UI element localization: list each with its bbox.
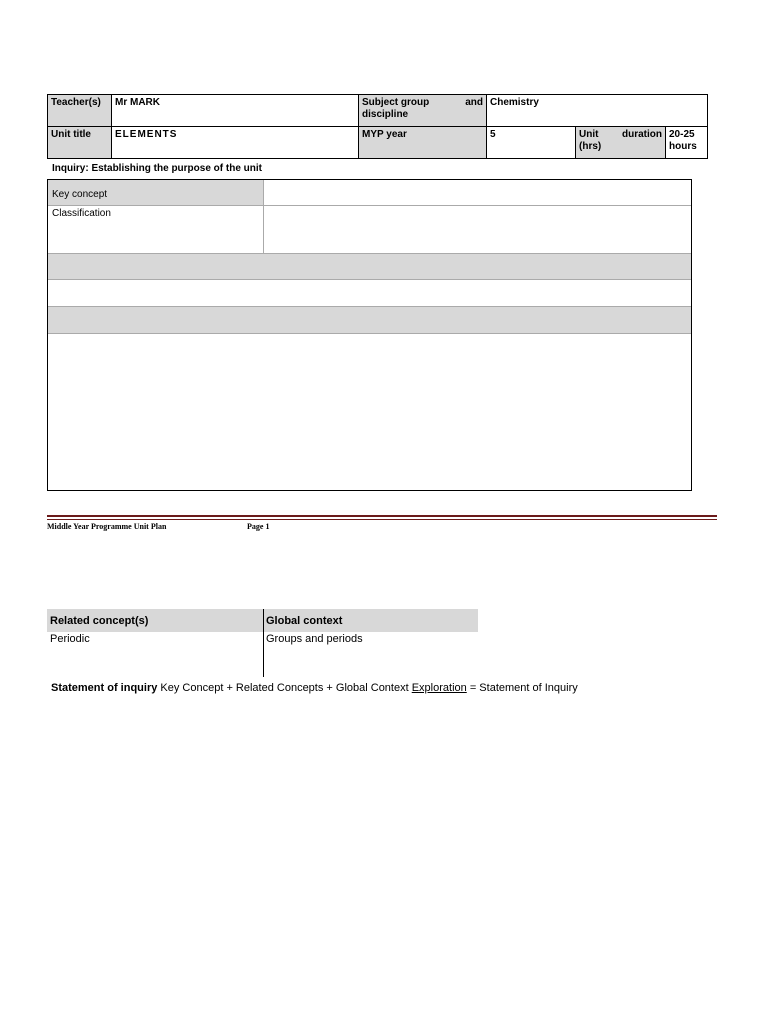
footer-page-number: Page 1: [247, 522, 270, 531]
subject-value: Chemistry: [487, 95, 708, 127]
empty-row: [48, 280, 691, 307]
inquiry-section-title: Inquiry: Establishing the purpose of the unit: [52, 163, 262, 174]
footer-doc-title: Middle Year Programme Unit Plan: [47, 522, 167, 531]
statement-of-inquiry: [51, 682, 578, 694]
key-concept-header-row: [48, 180, 691, 206]
duration-label-b: duration: [622, 129, 662, 140]
key-concept-value-row: [48, 206, 691, 254]
unit-duration-label: [576, 127, 666, 159]
footer-rule-thick: [47, 515, 717, 517]
statement-exploration: Exploration: [411, 682, 467, 694]
unit-duration-value: [666, 127, 708, 159]
statement-label: Statement of inquiry: [51, 682, 158, 694]
teacher-label: Teacher(s): [48, 95, 112, 127]
duration-value-a: 20-25: [669, 129, 695, 140]
unit-title-value: ELEMENTS: [112, 127, 359, 159]
teacher-value: Mr MARK: [112, 95, 359, 127]
inquiry-box: [47, 179, 692, 491]
duration-value-b: hours: [669, 141, 697, 152]
unit-info-table: [47, 94, 708, 159]
subject-label-c: discipline: [362, 109, 409, 120]
unit-title-label: Unit title: [48, 127, 112, 159]
global-context-value: Groups and periods: [266, 633, 363, 645]
subject-label-b: and: [465, 97, 483, 108]
duration-label-c: (hrs): [579, 141, 602, 152]
related-concepts-label: Related concept(s): [50, 615, 149, 627]
myp-year-label: MYP year: [359, 127, 487, 159]
key-concept-value: Classification: [48, 206, 264, 253]
grey-band-1: [48, 254, 691, 280]
duration-label-a: Unit: [579, 129, 599, 140]
grey-band-2: [48, 307, 691, 334]
myp-year-value: 5: [487, 127, 576, 159]
related-concept-value: Periodic: [50, 633, 90, 645]
global-context-label: Global context: [266, 615, 343, 627]
column-divider: [263, 609, 264, 677]
footer-rule-thin: [47, 519, 717, 520]
subject-label-a: Subject group: [362, 97, 430, 108]
subject-group-label: [359, 95, 487, 127]
key-concept-label: Key concept: [48, 180, 264, 205]
statement-text-b: = Statement of Inquiry: [466, 682, 578, 694]
statement-text-a: Key Concept + Related Concepts + Global Context: [157, 682, 412, 694]
